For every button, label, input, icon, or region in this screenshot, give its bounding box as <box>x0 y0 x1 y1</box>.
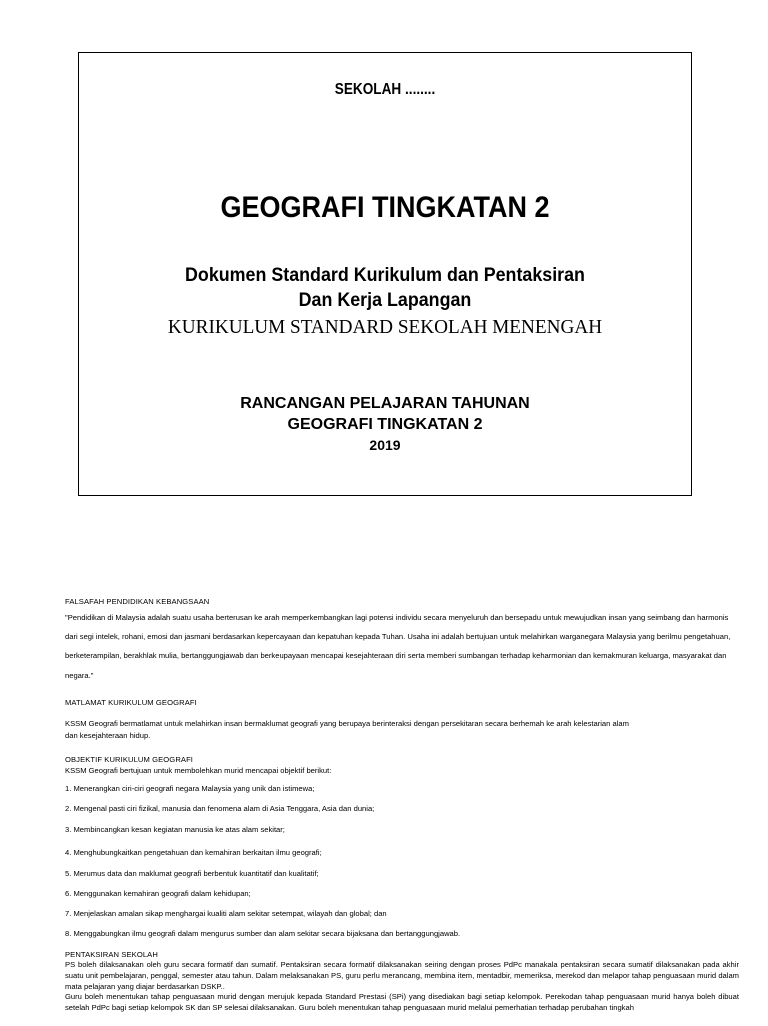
doc-title-line-2: Dan Kerja Lapangan <box>298 290 472 311</box>
plan-year: 2019 <box>369 437 401 453</box>
list-item: 3. Membincangkan kesan kegiatan manusia ke atas alam sekitar; <box>65 824 285 834</box>
list-item: 4. Menghubungkaitkan pengetahuan dan kemahiran berkaitan ilmu geografi; <box>65 848 322 858</box>
list-item: 7. Menjelaskan amalan sikap menghargai kualiti alam sekitar setempat, wilayah dan global; dan <box>65 909 387 919</box>
school-name: SEKOLAH ........ <box>334 81 436 98</box>
section-heading: FALSAFAH PENDIDIKAN KEBANGSAAN <box>65 597 210 606</box>
list-item: 1. Menerangkan ciri-ciri geografi negara Malaysia yang unik dan istimewa; <box>65 784 315 794</box>
list-item: 6. Menggunakan kemahiran geografi dalam kehidupan; <box>65 888 251 898</box>
section-paragraph: Guru boleh menentukan tahap penguasaan murid dengan merujuk kepada Standard Prestasi (SPi) yang disediakan bagi setiap kelompok. Perekodan tahap penguasaan murid hanya boleh dibuat setelah PdPc bagi setiap kelompok SK dan SP selesai dilaksanakan. Guru boleh menentukan tahap penguasaan murid melalui pemerhatian terhadap perubahan tingkah <box>65 992 739 1012</box>
section-matlamat <box>65 697 739 741</box>
section-heading: OBJEKTIF KURIKULUM GEOGRAFI <box>65 754 194 764</box>
document-body <box>65 596 739 1026</box>
section-heading: PENTAKSIRAN SEKOLAH <box>65 949 158 959</box>
list-item: 2. Mengenal pasti ciri fizikal, manusia dan fenomena alam di Asia Tenggara, Asia dan dunia; <box>65 804 375 814</box>
document-title: GEOGRAFI TINGKATAN 2 <box>220 191 550 224</box>
section-paragraph: PS boleh dilaksanakan oleh guru secara formatif dan sumatif. Pentaksiran secara formatif dilaksanakan seiring dengan proses PdPc manakala pentaksiran secara sumatif dilaksanakan pada akhir suatu unit pembelajaran, penggal, semester atau tahun. Dalam melaksanakan PS, guru perlu merancang, membina item, mentadbir, memeriksa, merekod dan melapor tahap penguasaan murid dalam mata pelajaran yang diajar berdasarkan DSKP.. <box>65 960 739 991</box>
curriculum-name: KURIKULUM STANDARD SEKOLAH MENENGAH <box>167 316 603 338</box>
section-pentaksiran <box>65 949 739 1014</box>
plan-title: RANCANGAN PELAJARAN TAHUNAN <box>240 395 530 412</box>
section-objektif <box>65 754 739 941</box>
plan-subject: GEOGRAFI TINGKATAN 2 <box>287 416 483 433</box>
doc-title-line-1: Dokumen Standard Kurikulum dan Pentaksiran <box>185 265 585 286</box>
section-paragraph: dan kesejahteraan hidup. <box>65 730 151 740</box>
section-paragraph: "Pendidikan di Malaysia adalah suatu usaha berterusan ke arah memperkembangkan lagi potensi individu secara menyeluruh dan bersepadu untuk mewujudkan insan yang seimbang dan harmonis dari segi intelek, rohani, emosi dan jasmani berdasarkan kepercayaan dan kepatuhan kepada Tuhan. Usaha ini adalah bertujuan untuk melahirkan warganegara Malaysia yang berilmu pengetahuan, berketerampilan, berakhlak mulia, bertanggungjawab dan berkeupayaan mencapai kesejahteraan diri serta memberi sumbangan terhadap keharmonian dan kemakmuran keluarga, masyarakat dan negara." <box>65 612 731 680</box>
objective-list <box>65 783 739 940</box>
section-falsafah <box>65 596 739 685</box>
list-item: 5. Merumus data dan maklumat geografi berbentuk kuantitatif dan kualitatif; <box>65 868 319 878</box>
section-heading: MATLAMAT KURIKULUM GEOGRAFI <box>65 698 197 708</box>
cover-box <box>78 52 692 496</box>
list-item: 8. Menggabungkan ilmu geografi dalam mengurus sumber dan alam sekitar secara bijaksana dan bertanggungjawab. <box>65 929 461 939</box>
section-paragraph: KSSM Geografi bermatlamat untuk melahirkan insan bermaklumat geografi yang berupaya berinteraksi dengan persekitaran secara berhemah ke arah kelestarian alam <box>65 718 629 728</box>
section-intro: KSSM Geografi bertujuan untuk membolehkan murid mencapai objektif berikut: <box>65 766 332 776</box>
